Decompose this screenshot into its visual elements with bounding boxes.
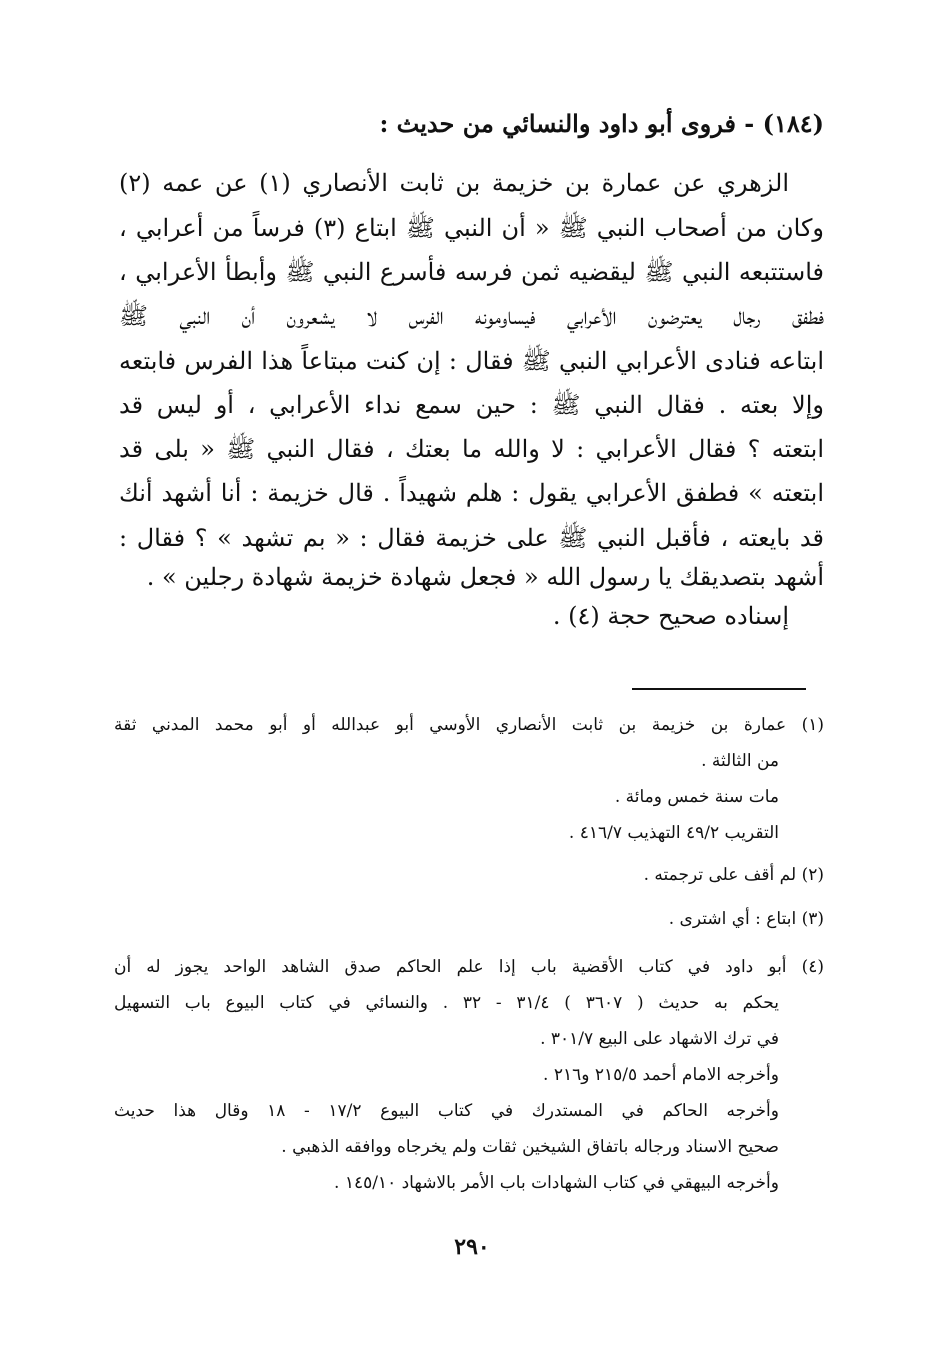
page-number: ٢٩٠: [454, 1234, 490, 1260]
body-line: ابتاعه فنادى الأعرابي النبي ﷺ فقال : إن كنت مبتاعاً هذا الفرس فابتعه: [119, 347, 824, 375]
footnote-divider: [632, 688, 806, 690]
footnote-1-line: مات سنة خمس ومائة .: [614, 787, 779, 807]
footnote-1-line: التقريب ٤٩/٢ التهذيب ٤١٦/٧ .: [568, 823, 779, 843]
footnote-4-line: صحيح الاسناد ورجاله باتفاق الشيخين ثقات ولم يخرجاه ووافقه الذهبي .: [281, 1137, 779, 1157]
body-line: وكان من أصحاب النبي ﷺ « أن النبي ﷺ ابتاع (٣) فرساً من أعرابي ،: [119, 214, 824, 242]
body-line: وإلا بعته . فقال النبي ﷺ : حين سمع نداء الأعرابي ، أو ليس قد: [119, 391, 824, 419]
footnote-2-line: (٢) لم أقف على ترجمته .: [643, 865, 824, 885]
footnote-4-line: وأخرجه الحاكم في المستدرك في كتاب البيوع ١٧/٢ - ١٨ وقال هذا حديث: [114, 1101, 779, 1121]
footnote-4-line: يحكم به حديث ( ٣٦٠٧ ) ٣١/٤ - ٣٢ . والنسائي في كتاب البيوع باب التسهيل: [114, 993, 779, 1013]
body-line: ابتعته ؟ فقال الأعرابي : لا والله ما بعتك ، فقال النبي ﷺ « بلى قد: [119, 435, 824, 463]
body-line: ابتعته » فطفق الأعرابي يقول : هلم شهيداً . قال خزيمة : أنا أشهد أنك: [119, 479, 824, 507]
isnad-grading: إسناده صحيح حجة (٤) .: [552, 602, 789, 630]
hadith-heading: (١٨٤) - فروى أبو داود والنسائي من حديث :: [379, 109, 824, 138]
footnote-4-line: (٤) أبو داود في كتاب الأقضية باب إذا علم الحاكم صدق الشاهد الواحد يجوز له أن: [114, 957, 824, 977]
footnote-4-line: وأخرجه البيهقي في كتاب الشهادات باب الأمر بالاشهاد ١٤٥/١٠ .: [334, 1173, 779, 1193]
footnote-1-line: من الثالثة .: [701, 751, 779, 771]
body-line: فطفق رجال يعترضون الأعرابي فيساومونه الفرس لا يشعرون أن النبي ﷺ: [119, 302, 824, 330]
footnote-4-line: في ترك الاشهاد على البيع ٣٠١/٧ .: [540, 1029, 779, 1049]
footnote-1-line: (١) عمارة بن خزيمة بن ثابت الأنصاري الأوسي أبو عبدالله أو أبو محمد المدني ثقة: [114, 715, 824, 735]
footnote-3-line: (٣) ابتاع : أي اشترى .: [668, 909, 824, 929]
footnote-4-line: وأخرجه الامام أحمد ٢١٥/٥ و٢١٦ .: [543, 1065, 779, 1085]
body-line: الزهري عن عمارة بن خزيمة بن ثابت الأنصاري (١) عن عمه (٢): [119, 169, 790, 197]
body-line: أشهد بتصديقك يا رسول الله « فجعل شهادة خزيمة شهادة رجلين » .: [146, 563, 824, 591]
body-line: فاستتبعه النبي ﷺ ليقضيه ثمن فرسه فأسرع النبي ﷺ وأبطأ الأعرابي ،: [119, 258, 824, 286]
body-line: قد بايعته ، فأقبل النبي ﷺ على خزيمة فقال : « بم تشهد » ؟ فقال :: [119, 524, 824, 552]
